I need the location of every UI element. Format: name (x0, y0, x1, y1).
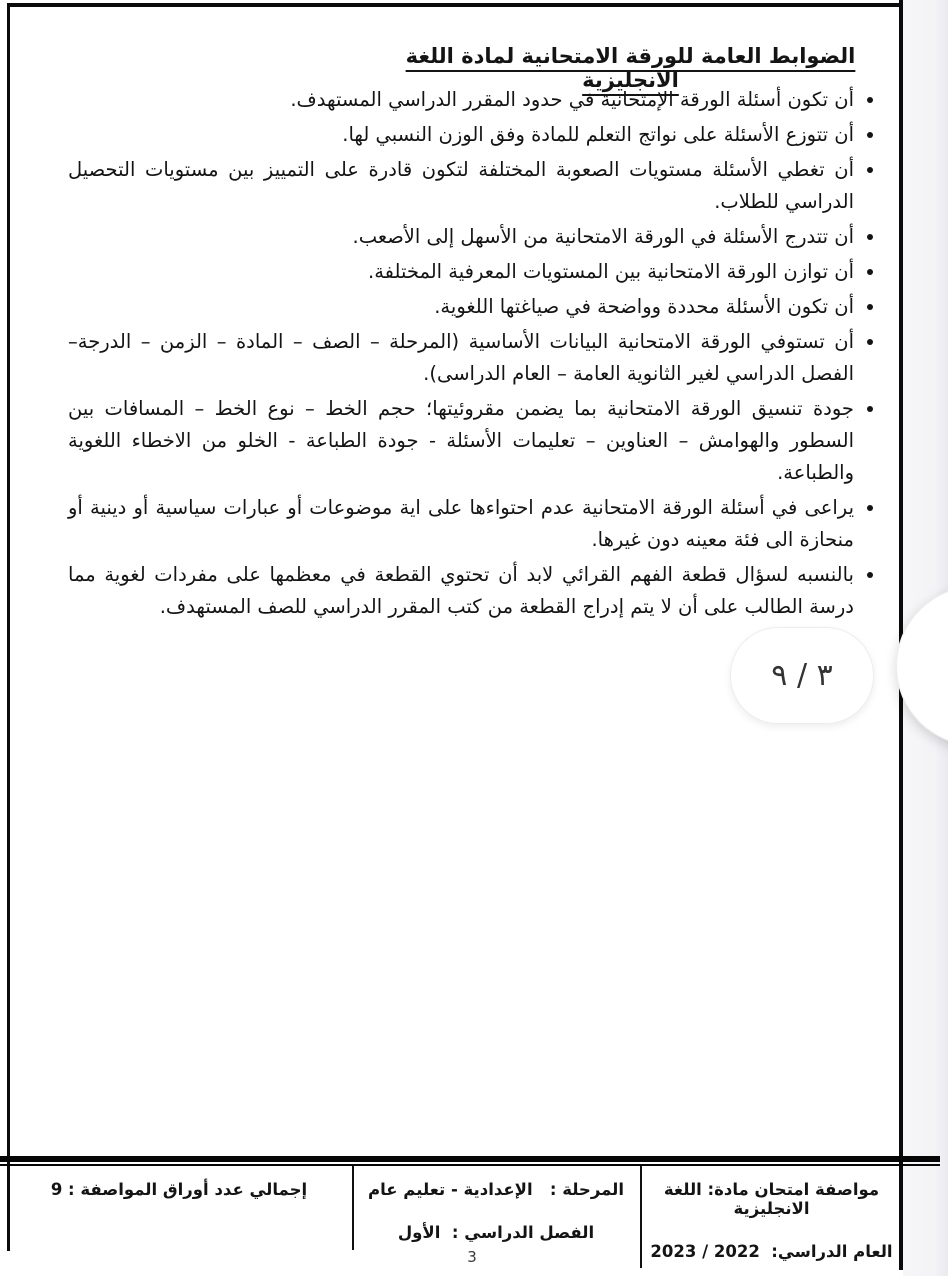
general-rules-section (68, 84, 900, 626)
rule-bullet-item: • أن تستوفي الورقة الامتحانية البيانات الأساسية (المرحلة – الصف – المادة – الزمن – الدرجة– الفصل الدراسي لغير الثانوية العامة – العام الدراسى). (68, 326, 854, 390)
page-border-left (7, 3, 10, 1251)
page-position-badge (730, 627, 874, 724)
page-border-top (10, 3, 903, 7)
rule-bullet-item: • يراعى في أسئلة الورقة الامتحانية عدم احتواءها على اية موضوعات أو عبارات سياسية أو دينية أو منحازة الى فئة معينه دون غيرها. (68, 492, 854, 556)
page-position-text: ٣ / ٩ (771, 658, 833, 693)
term-label: الفصل الدراسي : الأول (397, 1223, 595, 1242)
rule-bullet-item: • جودة تنسيق الورقة الامتحانية بما يضمن مقروئيتها؛ حجم الخط – نوع الخط – المسافات بين السطور والهوامش – العناوين – تعليمات الأسئلة - جودة الطباعة - الخلو من الاخطاء اللغوية والطباعة. (68, 393, 854, 489)
rule-bullet-item: • بالنسبه لسؤال قطعة الفهم القرائي لابد أن تحتوي القطعة في معظمها على مفردات لغوية مما درسة الطالب على أن لا يتم إدراج القطعة من كتب المقرر الدراسي للصف المستهدف. (68, 559, 854, 623)
footer-divider-line (0, 1156, 940, 1166)
footer-cell-stage (352, 1168, 640, 1261)
footer-cell-total-sheets (6, 1168, 352, 1261)
page-title: الضوابط العامة للورقة الامتحانية لمادة اللغة الانجليزية (405, 44, 856, 93)
total-sheets-label: إجمالي عدد أوراق المواصفة : 9 (50, 1180, 308, 1199)
rule-bullet-item: • أن تتوزع الأسئلة على نواتج التعلم للمادة وفق الوزن النسبي لها. (68, 119, 854, 151)
page-number: 3 (467, 1248, 477, 1266)
rule-bullet-item: • أن تتدرج الأسئلة في الورقة الامتحانية من الأسهل إلى الأصعب. (68, 221, 854, 253)
stage-label: المرحلة : الإعدادية - تعليم عام (367, 1180, 625, 1199)
rule-bullet-item: • أن توازن الورقة الامتحانية بين المستويات المعرفية المختلفة. (68, 256, 854, 288)
rule-bullet-item: • أن تكون أسئلة الورقة الإمتحانية في حدود المقرر الدراسي المستهدف. (68, 84, 854, 116)
rule-bullet-item: • أن تغطي الأسئلة مستويات الصعوبة المختلفة لتكون قادرة على التمييز بين مستويات التحصيل الدراسي للطلاب. (68, 154, 854, 218)
footer-cell-subject (640, 1168, 903, 1261)
academic-year-label: العام الدراسي: 2022 / 2023 (650, 1242, 893, 1261)
exam-subject-label: مواصفة امتحان مادة: اللغة الانجليزية (663, 1180, 880, 1218)
rules-bullet-list (68, 84, 900, 623)
rule-bullet-item: • أن تكون الأسئلة محددة وواضحة في صياغتها اللغوية. (68, 291, 854, 323)
